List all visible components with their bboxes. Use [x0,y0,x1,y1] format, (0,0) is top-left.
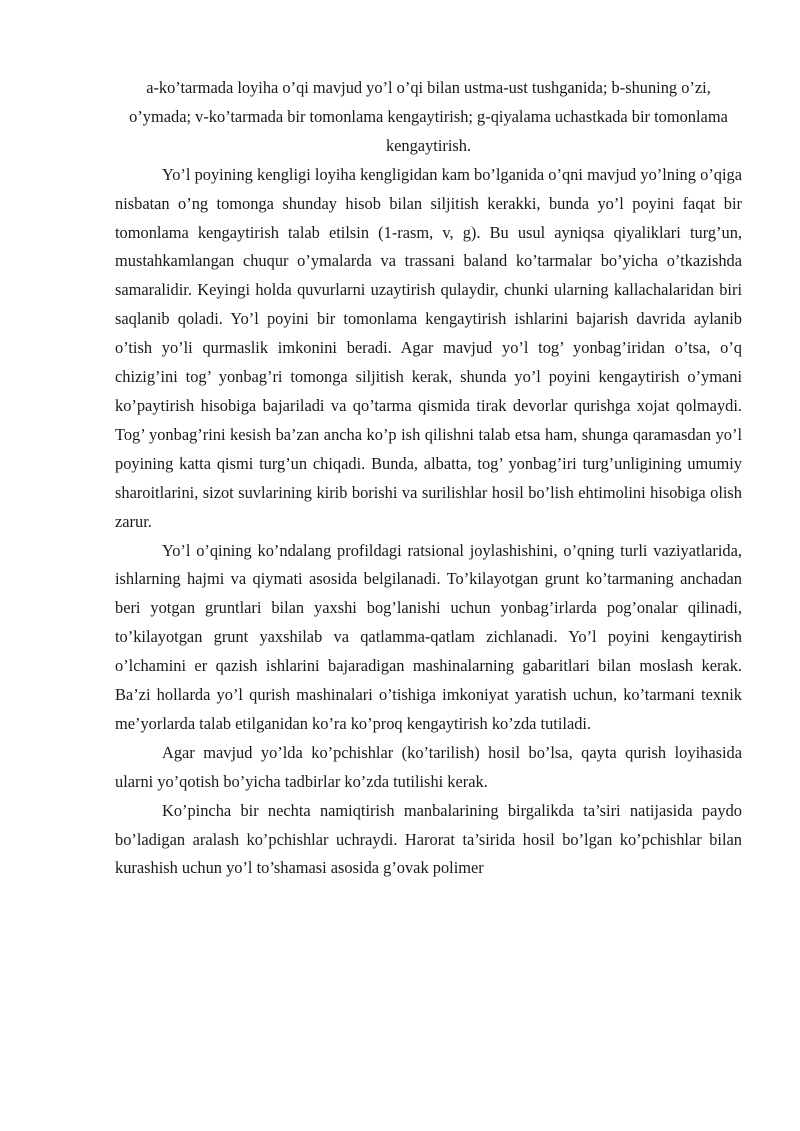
figure-caption: a-ko’tarmada loyiha o’qi mavjud yo’l o’qi bilan ustma-ust tushganida; b-shuning o’zi, o’ymada; v-ko’tarmada bir tomonlama kengaytirish; g-qiyalama uchastkada bir tomonlama kengaytirish. [129,78,728,155]
paragraph-heaving: Agar mavjud yo’lda ko’pchishlar (ko’tarilish) hosil bo’lsa, qayta qurish loyihasida ularni yo’qotish bo’yicha tadbirlar ko’zda tutilishi kerak. [115,742,742,791]
paragraph-road-widening: Yo’l poyining kengligi loyiha kengligidan kam bo’lganida o’qni mavjud yo’lning o’qiga nisbatan o’ng tomonga shunday hisob bilan siljitish kerakki, bunda yo’l poyini faqat bir tomonlama kengaytirish talab etilsin (1-rasm, v, g). Bu usul ayniqsa qiyaliklari turg’un, mustahkamlangan chuqur o’ymalarda va trassani baland ko’tarmalar bo’yicha o’tkazishda samaralidir. Keyingi holda quvurlarni uzaytirish qulaydir, chunki ularning kallachalaridan biri saqlanib qoladi. Yo’l poyini bir tomonlama kengaytirish ishlarini bajarish davrida aylanib o’tish yo’li qurmaslik imkonini beradi. Agar mavjud yo’l tog’ yonbag’iridan o’tsa, o’q chizig’ini tog’ yonbag’ri tomonga siljitish kerak, shunda yo’l poyini kengaytirish o’ymani ko’paytirish hisobiga bajariladi va qo’tarma qismida tirak devorlar qurishga xojat qolmaydi. Tog’ yonbag’rini kesish ba’zan ancha ko’p ish qilishni talab etsa ham, shunga qaramasdan yo’l poyining katta qismi turg’un chiqadi. Bunda, albatta, tog’ yonbag’iri turg’unligining umumiy sharoitlarini, sizot suvlarining kirib borishi va surilishlar hosil bo’lish ehtimolini hisobiga olish zarur. [115,164,742,531]
paragraph-mixed-heaving: Ko’pincha bir nechta namiqtirish manbalarining birgalikda ta’siri natijasida paydo bo’ladigan aralash ko’pchishlar uchraydi. Harorat ta’sirida hosil bo’lgan ko’pchishlar bilan kurashish uchun yo’l to’shamasi asosida g’ovak polimer [115,800,742,878]
paragraph-axis-placement: Yo’l o’qining ko’ndalang profildagi ratsional joylashishini, o’qning turli vaziyatlarida, ishlarning hajmi va qiymati asosida belgilanadi. To’kilayotgan grunt ko’tarmaning anchadan beri yotgan gruntlari bilan yaxshi bog’lanishi uchun yonbag’irlarda pog’onalar qilinadi, to’kilayotgan grunt yaxshilab va qatlamma-qatlam zichlanadi. Yo’l poyini kengaytirish o’lchamini er qazish ishlarini bajaradigan mashinalarning gabaritlari bilan moslash kerak. Ba’zi hollarda yo’l qurish mashinalari o’tishiga imkoniyat yaratish uchun, ko’tarmani texnik me’yorlarda talab etilganidan ko’ra ko’proq kengaytirish ko’zda tutiladi. [115,540,742,733]
